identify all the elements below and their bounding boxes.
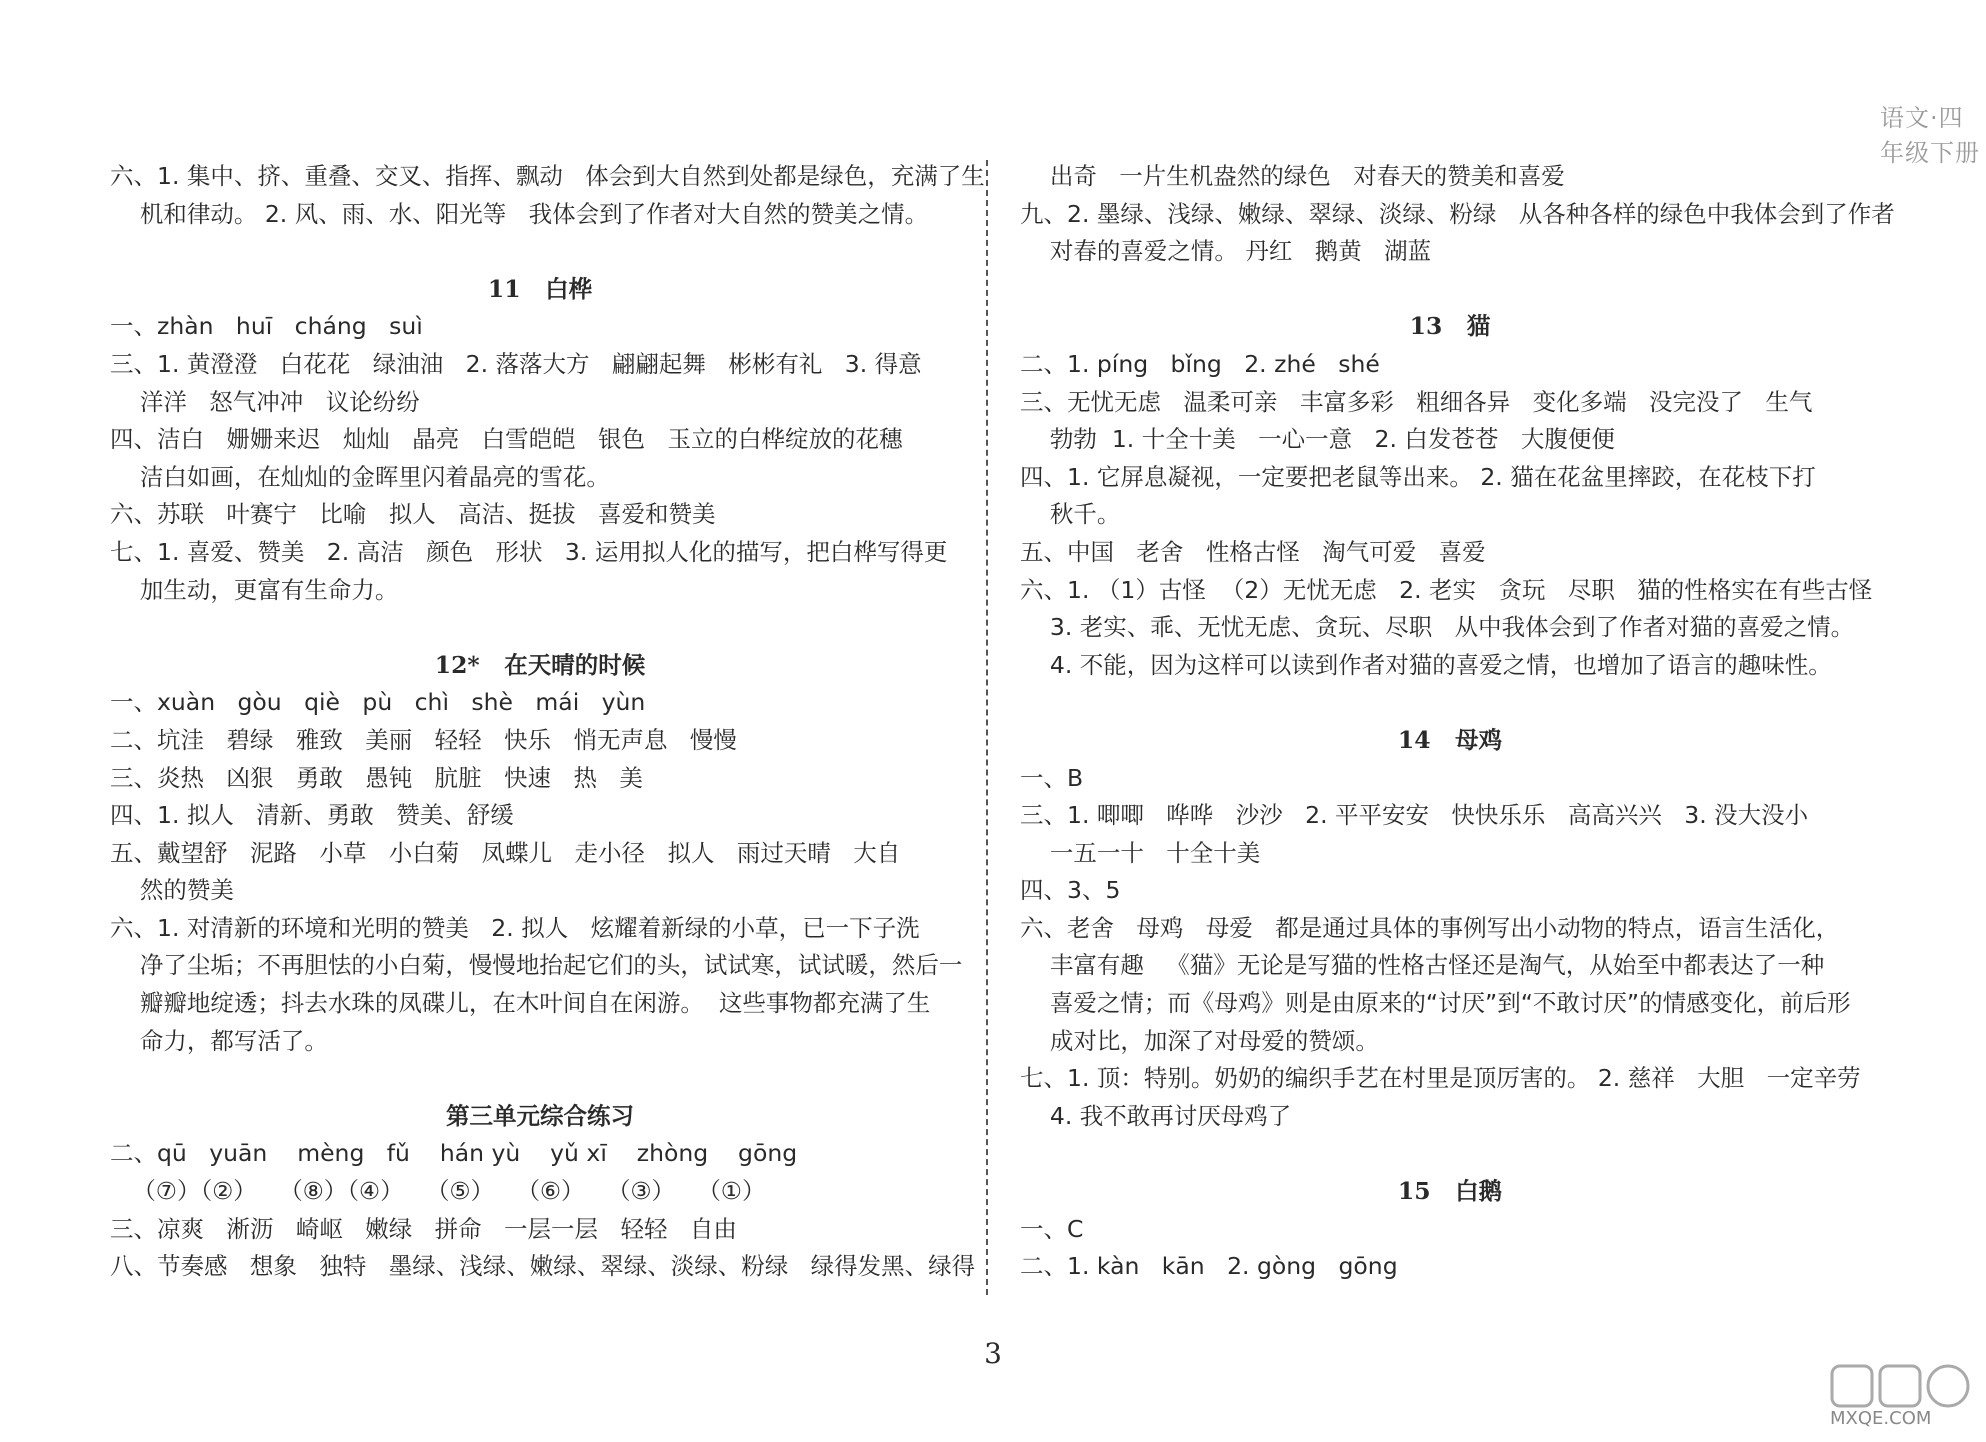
section-title: 14 母鸡 <box>1397 725 1503 754</box>
answer-line: 秋千。 <box>1020 500 1121 529</box>
answer-line: 二、1. píng bǐng 2. zhé shé <box>1020 349 1380 378</box>
answer-line: 五、中国 老舍 性格古怪 淘气可爱 喜爱 <box>1020 537 1486 566</box>
watermark-text: MXQE.COM <box>1830 1408 1932 1429</box>
answer-line: 五、戴望舒 泥路 小草 小白菊 凤蝶儿 走小径 拟人 雨过天晴 大自 <box>110 838 901 867</box>
answer-line: 二、1. kàn kān 2. gòng gōng <box>1020 1252 1398 1281</box>
answer-line: 二、qū yuān mèng fǔ hán yù yǔ xī zhòng gōng <box>110 1139 798 1168</box>
answer-line: 六、1. 集中、挤、重叠、交叉、指挥、飘动 体会到大自然到处都是绿色，充满了生 <box>110 162 985 190</box>
spacer <box>110 233 970 271</box>
spacer <box>1020 1135 1880 1173</box>
watermark-logo <box>1830 1360 1970 1430</box>
answer-line: 丰富有趣 《猫》无论是写猫的性格古怪还是淘气，从始至中都表达了一种 <box>1020 951 1825 980</box>
column-divider <box>986 160 988 1295</box>
answer-line: 一五一十 十全十美 <box>1020 838 1261 867</box>
answer-line: 八、节奏感 想象 独特 墨绿、浅绿、嫩绿、翠绿、淡绿、粉绿 绿得发黑、绿得 <box>110 1252 976 1281</box>
book-label: 语文·四年级下册 <box>1880 104 1980 167</box>
left-column <box>110 158 985 1286</box>
answer-line: 洁白如画，在灿灿的金晖里闪着晶亮的雪花。 <box>110 462 610 491</box>
answer-line: 四、1. 拟人 清新、勇敢 赞美、舒缓 <box>110 801 514 830</box>
answer-line: 四、3、5 <box>1020 876 1121 905</box>
answer-line: 三、炎热 凶狠 勇敢 愚钝 肮脏 快速 热 美 <box>110 763 643 792</box>
spacer <box>110 1060 970 1098</box>
answer-line: 七、1. 喜爱、赞美 2. 高洁 颜色 形状 3. 运用拟人化的描写，把白桦写得更 <box>110 537 948 566</box>
section-title: 第三单元综合练习 <box>446 1101 634 1130</box>
answer-line: 然的赞美 <box>110 876 234 905</box>
answer-line: 三、1. 唧唧 哗哗 沙沙 2. 平平安安 快快乐乐 高高兴兴 3. 没大没小 <box>1020 801 1809 830</box>
answer-line: 六、苏联 叶赛宁 比喻 拟人 高洁、挺拔 喜爱和赞美 <box>110 500 716 529</box>
answer-line: 六、1. （1）古怪 （2）无忧无虑 2. 老实 贪玩 尽职 猫的性格实在有些古怪 <box>1020 575 1873 604</box>
answer-line: 七、1. 顶：特别。奶奶的编织手艺在村里是顶厉害的。 2. 慈祥 大胆 一定辛劳 <box>1020 1064 1861 1093</box>
watermark-icon <box>1830 1360 1970 1410</box>
answer-line: 一、B <box>1020 763 1084 792</box>
answer-line: 出奇 一片生机盎然的绿色 对春天的赞美和喜爱 <box>1020 162 1565 190</box>
answer-line: 六、老舍 母鸡 母爱 都是通过具体的事例写出小动物的特点，语言生活化， <box>1020 913 1840 942</box>
answer-line: 洋洋 怒气冲冲 议论纷纷 <box>110 387 420 416</box>
answer-line: 成对比，加深了对母爱的赞颂。 <box>1020 1026 1379 1055</box>
answer-line: （⑦）（②） （⑧）（④） （⑤） （⑥） （③） （①） <box>110 1177 766 1206</box>
answer-line: 二、坑洼 碧绿 雅致 美丽 轻轻 快乐 悄无声息 慢慢 <box>110 725 737 754</box>
answer-line: 四、1. 它屏息凝视，一定要把老鼠等出来。 2. 猫在花盆里摔跤，在花枝下打 <box>1020 462 1816 491</box>
page-number: 3 <box>984 1337 1002 1370</box>
answer-line: 四、洁白 姗姗来迟 灿灿 晶亮 白雪皑皑 银色 玉立的白桦绽放的花穗 <box>110 425 903 454</box>
answer-line: 瓣瓣地绽透；抖去水珠的凤碟儿，在木叶间自在闲游。 这些事物都充满了生 <box>110 989 931 1018</box>
spacer <box>1020 684 1880 722</box>
answer-line: 3. 老实、乖、无忧无虑、贪玩、尽职 从中我体会到了作者对猫的喜爱之情。 <box>1020 613 1855 642</box>
answer-line: 一、C <box>1020 1214 1084 1243</box>
answer-line: 命力，都写活了。 <box>110 1026 328 1055</box>
answer-line: 一、xuàn gòu qiè pù chì shè mái yùn <box>110 688 646 717</box>
answer-line: 净了尘垢；不再胆怯的小白菊，慢慢地抬起它们的头，试试寒，试试暖，然后一 <box>110 951 963 980</box>
answer-line: 六、1. 对清新的环境和光明的赞美 2. 拟人 炫耀着新绿的小草，已一下子洗 <box>110 913 920 942</box>
answer-line: 三、凉爽 淅沥 崎岖 嫩绿 拼命 一层一层 轻轻 自由 <box>110 1214 737 1243</box>
section-title: 12* 在天晴的时候 <box>434 650 646 679</box>
answer-line: 加生动，更富有生命力。 <box>110 575 399 604</box>
spacer <box>110 609 970 647</box>
answer-line: 九、2. 墨绿、浅绿、嫩绿、翠绿、淡绿、粉绿 从各种各样的绿色中我体会到了作者 <box>1020 199 1895 228</box>
answer-line: 一、zhàn huī cháng suì <box>110 312 423 341</box>
section-title: 15 白鹅 <box>1397 1177 1503 1206</box>
answer-line: 三、无忧无虑 温柔可亲 丰富多彩 粗细各异 变化多端 没完没了 生气 <box>1020 387 1813 416</box>
answer-line: 勃勃 1. 十全十美 一心一意 2. 白发苍苍 大腹便便 <box>1020 425 1615 454</box>
right-column <box>1020 158 1895 1286</box>
answer-line: 喜爱之情；而《母鸡》则是由原来的“讨厌”到“不敢讨厌”的情感变化，前后形 <box>1020 989 1851 1018</box>
answer-line: 对春的喜爱之情。 丹红 鹅黄 湖蓝 <box>1020 237 1432 266</box>
answer-line: 4. 我不敢再讨厌母鸡了 <box>1020 1101 1292 1130</box>
spacer <box>1020 271 1880 309</box>
section-title: 13 猫 <box>1409 312 1491 341</box>
answer-line: 三、1. 黄澄澄 白花花 绿油油 2. 落落大方 翩翩起舞 彬彬有礼 3. 得意 <box>110 349 922 378</box>
answer-line: 机和律动。 2. 风、雨、水、阳光等 我体会到了作者对大自然的赞美之情。 <box>110 199 929 228</box>
section-title: 11 白桦 <box>487 274 593 303</box>
answer-line: 4. 不能，因为这样可以读到作者对猫的喜爱之情，也增加了语言的趣味性。 <box>1020 650 1832 679</box>
